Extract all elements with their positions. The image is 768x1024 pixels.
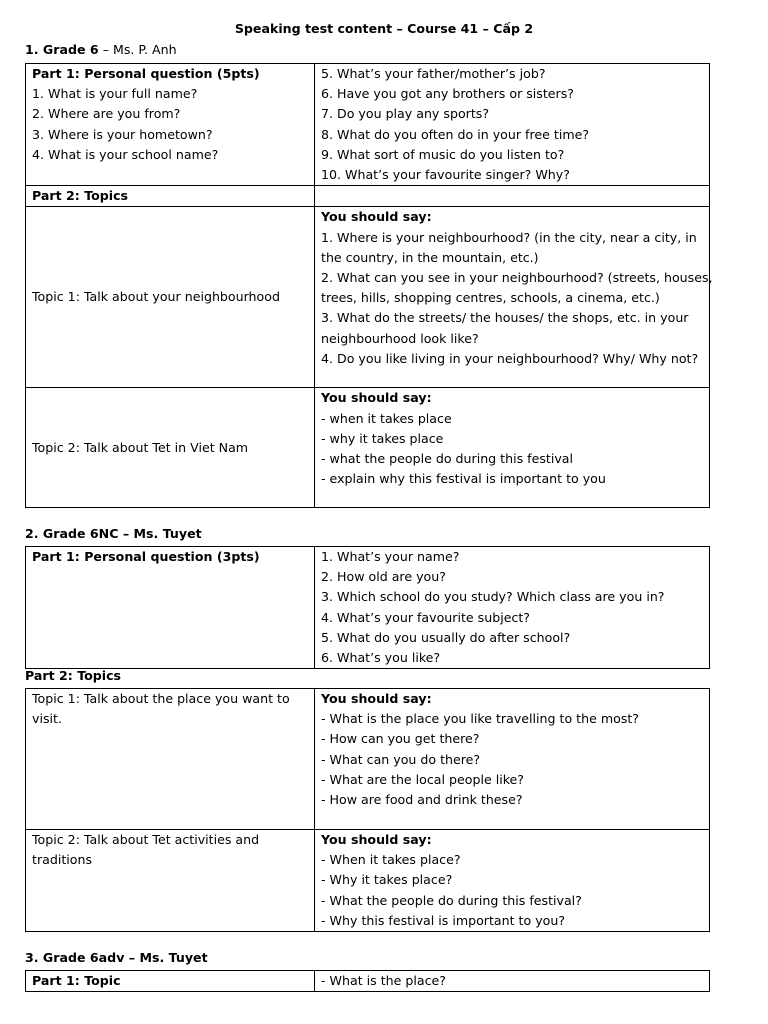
section-heading-grade6nc-text: 2. Grade 6NC – Ms. Tuyet: [25, 526, 202, 541]
part-title: Part 1: Topic: [32, 973, 121, 988]
table-row: [26, 64, 710, 186]
table-row: [26, 547, 710, 669]
grade6nc-part2-title: Part 2: Topics: [25, 668, 122, 683]
document-title: Speaking test content – Course 41 – Cấp 2: [234, 21, 534, 36]
section-heading-grade6nc: [25, 526, 202, 541]
grade6-topic1-content-cell: [315, 207, 713, 388]
grade6nc-part1-table: [25, 546, 710, 669]
question-item: 3. Which school do you study? Which class are you in?: [321, 589, 665, 605]
you-should-say-label: You should say:: [321, 390, 432, 406]
topic-label: visit.: [32, 711, 62, 727]
question-item: 3. Where is your hometown?: [32, 126, 213, 142]
grade6nc-topics-table: [25, 688, 710, 932]
table-row: [26, 207, 710, 388]
question-item: 4. What’s your favourite subject?: [321, 609, 530, 625]
part-title: Part 1: Personal question (5pts): [32, 66, 260, 81]
topic-line: neighbourhood look like?: [321, 330, 479, 346]
table-row: [26, 186, 710, 207]
topic-line: - explain why this festival is important to you: [321, 471, 606, 487]
question-item: 8. What do you often do in your free time?: [321, 126, 590, 142]
question-item: 10. What’s your favourite singer? Why?: [321, 167, 570, 183]
section-heading-grade6adv-text: 3. Grade 6adv – Ms. Tuyet: [25, 950, 208, 965]
grade6nc-topic2-content-cell: [315, 830, 710, 932]
grade6nc-topic1-label-cell: [26, 689, 315, 830]
topic-label: Topic 1: Talk about your neighbourhood: [32, 289, 280, 305]
section-heading-grade6-teacher: – Ms. P. Anh: [98, 42, 177, 57]
topic-line: 1. Where is your neighbourhood? (in the city, near a city, in: [321, 229, 697, 245]
topic-line: - Why it takes place?: [321, 872, 453, 888]
grade6nc-part1-left-cell: [26, 547, 315, 669]
topic-line: - when it takes place: [321, 410, 452, 426]
table-row: [26, 971, 710, 992]
topic-line: - what the people do during this festival: [321, 451, 574, 467]
grade6nc-topic1-content-cell: [315, 689, 710, 830]
question-item: 9. What sort of music do you listen to?: [321, 146, 565, 162]
topic-line: - What is the place you like travelling to the most?: [321, 711, 639, 727]
you-should-say-label: You should say:: [321, 691, 432, 706]
topic-line: 4. Do you like living in your neighbourhood? Why/ Why not?: [321, 350, 699, 366]
topic-line: 3. What do the streets/ the houses/ the shops, etc. in your: [321, 310, 689, 326]
question-item: 2. How old are you?: [321, 569, 446, 585]
topic-line: - When it takes place?: [321, 852, 461, 868]
topic-line: - Why this festival is important to you?: [321, 912, 566, 928]
topic-line: the country, in the mountain, etc.): [321, 249, 539, 265]
question-item: 1. What is your full name?: [32, 86, 198, 102]
grade6nc-topic2-label-cell: [26, 830, 315, 932]
topic-label: traditions: [32, 852, 93, 868]
table-row: [26, 830, 710, 932]
you-should-say-label: You should say:: [321, 209, 432, 225]
section-heading-grade6: [25, 42, 177, 57]
topic-line: - What can you do there?: [321, 751, 481, 767]
question-item: 6. What’s you like?: [321, 650, 441, 666]
table-row: [26, 689, 710, 830]
part-title: Part 2: Topics: [32, 188, 129, 204]
grade6adv-table: [25, 970, 710, 992]
question-item: - What is the place?: [321, 973, 446, 988]
grade6nc-part1-right-cell: [315, 547, 710, 669]
question-item: 7. Do you play any sports?: [321, 106, 490, 122]
table-row: [26, 388, 710, 508]
grade6-part2-title-cell: [26, 186, 315, 207]
grade6-topic2-label-cell: [26, 388, 315, 508]
section-heading-grade6adv: [25, 950, 208, 965]
grade6-topic1-label-cell: [26, 207, 315, 388]
grade6-part1-right-cell: [315, 64, 710, 186]
part-title: Part 1: Personal question (3pts): [32, 549, 260, 564]
grade6adv-part1-right-cell: [315, 971, 710, 992]
topic-line: 2. What can you see in your neighbourhood? (streets, houses,: [321, 270, 713, 286]
grade6adv-part1-left-cell: [26, 971, 315, 992]
question-item: 4. What is your school name?: [32, 146, 219, 162]
topic-label: Topic 2: Talk about Tet in Viet Nam: [32, 439, 249, 455]
topic-label: Topic 2: Talk about Tet activities and: [32, 832, 260, 847]
question-item: 2. Where are you from?: [32, 106, 181, 122]
topic-line: - What are the local people like?: [321, 771, 524, 787]
question-item: 1. What’s your name?: [321, 549, 460, 564]
topic-line: - why it takes place: [321, 430, 444, 446]
grade6-part1-left-cell: [26, 64, 315, 186]
grade6-topic2-content-cell: [315, 388, 710, 508]
topic-label: Topic 1: Talk about the place you want to: [32, 691, 290, 706]
topic-line: - What the people do during this festival?: [321, 892, 582, 908]
topic-line: - How can you get there?: [321, 731, 480, 747]
topic-line: - How are food and drink these?: [321, 792, 523, 808]
question-item: 5. What do you usually do after school?: [321, 629, 571, 645]
grade6-table: [25, 63, 713, 508]
question-item: 5. What’s your father/mother’s job?: [321, 66, 546, 81]
grade6-part2-empty-cell: [315, 186, 710, 207]
you-should-say-label: You should say:: [321, 832, 432, 847]
question-item: 6. Have you got any brothers or sisters?: [321, 86, 574, 102]
section-heading-grade6-bold: 1. Grade 6: [25, 42, 99, 57]
topic-line: trees, hills, shopping centres, schools, a cinema, etc.): [321, 290, 660, 306]
